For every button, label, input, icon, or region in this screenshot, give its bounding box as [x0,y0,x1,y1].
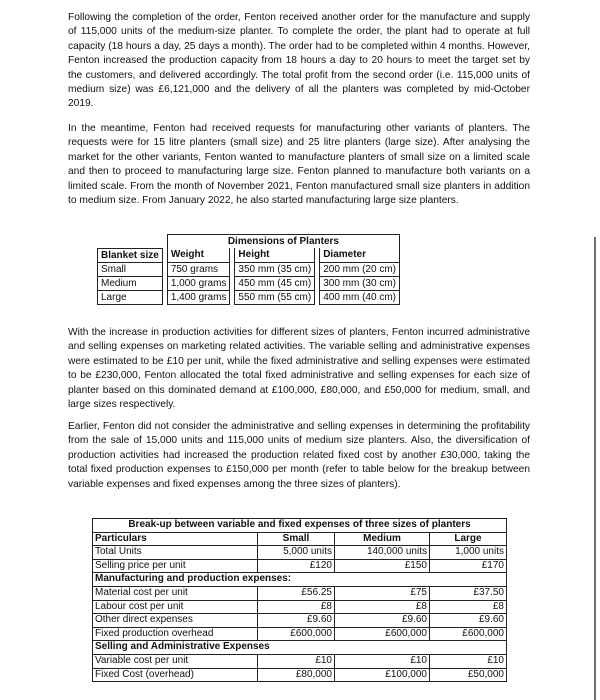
dimensions-table [97,234,400,305]
table-cell: 1,400 grams [167,290,230,304]
table-cell: 750 grams [167,262,230,276]
table-cell: Material cost per unit [93,586,258,600]
paragraph-admin-selling-expenses: With the increase in production activities for different sizes of planters, Fenton incurred administrative and selling expenses on marketing related activities. The variable selling and administrative expenses were estimated to be £10 per unit, while the fixed administrative and selling expenses were estimated to be £230,000, Fenton allocated the total fixed administrative and selling expenses for each size of planter based on this dominated demand at £100,000, £80,000, and £50,000 for medium, small, and large sizes respectively. [68,327,530,411]
table-cell: £9.60 [258,614,335,628]
table-cell: £9.60 [335,614,430,628]
table-cell: Small [98,262,163,276]
table-cell: Labour cost per unit [93,600,258,614]
table-cell: £56.25 [258,586,335,600]
table-cell: £37.50 [430,586,507,600]
column-header: Particulars [93,532,258,546]
paragraph-fixed-cost-increase: Earlier, Fenton did not consider the administrative and selling expenses in determining the profitability from the sale of 15,000 units and 115,000 units of medium size planters. Also, the diversification of production activities had increased the production related fixed cost by another £30,000, taking the total fixed production expenses to £150,000 per month (refer to table below for the breakup between variable expenses and fixed expenses among the three sizes of planters). [68,421,530,490]
table-row [93,586,507,600]
table-cell: £8 [335,600,430,614]
table-row [98,290,400,304]
column-header: Blanket size [98,248,163,262]
table-cell: £8 [430,600,507,614]
section-heading: Selling and Administrative Expenses [93,641,507,655]
table-row [93,546,507,560]
table-cell: £9.60 [430,614,507,628]
table-cell: 400 mm (40 cm) [320,290,400,304]
section-heading: Manufacturing and production expenses: [93,573,507,587]
table-cell: £120 [258,559,335,573]
table-cell: Fixed production overhead [93,627,258,641]
table-cell: £50,000 [467,668,504,680]
table-cell: 300 mm (30 cm) [320,276,400,290]
breakup-table-title: Break-up between variable and fixed expenses of three sizes of planters [93,519,507,533]
table-cell: £10 [258,654,335,668]
column-header: Large [430,532,507,546]
table-row [98,276,400,290]
scrollbar-track[interactable] [594,237,596,700]
table-row [93,614,507,628]
table-cell: Large [98,290,163,304]
table-cell: 5,000 units [258,546,335,560]
paragraph-planter-variants: In the meantime, Fenton had received requests for manufacturing other variants of planters. The requests were for 15 litre planters (small size) and 25 litre planters (large size). After analysing the market for the other variants, Fenton wanted to manufacture planters of small size on a limited scale and then to proceed to manufacturing large size. Fenton planned to manufacture both variants on a limited scale. From the month of November 2021, Fenton manufactured small size planters in addition to medium size. From January 2022, he also started manufacturing large size planters. [68,123,530,207]
table-cell: £170 [430,559,507,573]
table-row [93,600,507,614]
table-cell: £150 [335,559,430,573]
table-cell: £10 [430,654,507,668]
column-header: Diameter [320,248,400,262]
table-cell: 200 mm (20 cm) [320,262,400,276]
table-cell: £10 [335,654,430,668]
table-cell: Total Units [93,546,258,560]
paragraph-order-completion: Following the completion of the order, Fenton received another order for the manufacture and supply of 115,000 units of the medium-size planter. To complete the order, the plant had to operate at full capacity (18 hours a day, 25 days a month). The order had to be completed within 4 months. However, Fenton increased the production capacity from 18 hours a day to 20 hours to meet the target set by the customers, and delivered accordingly. The total profit from the second order (i.e. 115,000 units of medium size) was £6,121,000 and the delivery of all the planters was completed by mid-October 2019. [68,12,530,110]
column-header: Height [235,248,315,262]
table-cell: Selling price per unit [93,559,258,573]
table-cell: Medium [98,276,163,290]
table-cell: 1,000 units [430,546,507,560]
table-cell: Fixed Cost (overhead) [93,668,258,682]
table-cell: 450 mm (45 cm) [235,276,315,290]
table-row [93,627,507,641]
column-header: Small [258,532,335,546]
table-cell: Other direct expenses [93,614,258,628]
dimensions-caption: Dimensions of Planters [167,235,399,249]
table-row [93,654,507,668]
table-cell: £80,000 [258,668,335,682]
table-cell: £600,000 [335,627,430,641]
column-header: Medium [335,532,430,546]
table-row [98,262,400,276]
table-cell: 350 mm (35 cm) [235,262,315,276]
table-cell: 140,000 units [335,546,430,560]
column-header: Weight [167,248,230,262]
table-cell: £75 [335,586,430,600]
table-header-row [93,532,507,546]
table-cell: £600,000 [258,627,335,641]
table-cell: 550 mm (55 cm) [235,290,315,304]
table-cell: £600,000 [430,627,507,641]
table-row [93,559,507,573]
table-cell: £100,000 [335,668,430,682]
table-header-row [98,248,400,262]
table-cell: £8 [258,600,335,614]
table-cell: 1,000 grams [167,276,230,290]
expense-breakup-table [92,518,507,682]
table-cell: Variable cost per unit [93,654,258,668]
table-row [93,668,507,682]
